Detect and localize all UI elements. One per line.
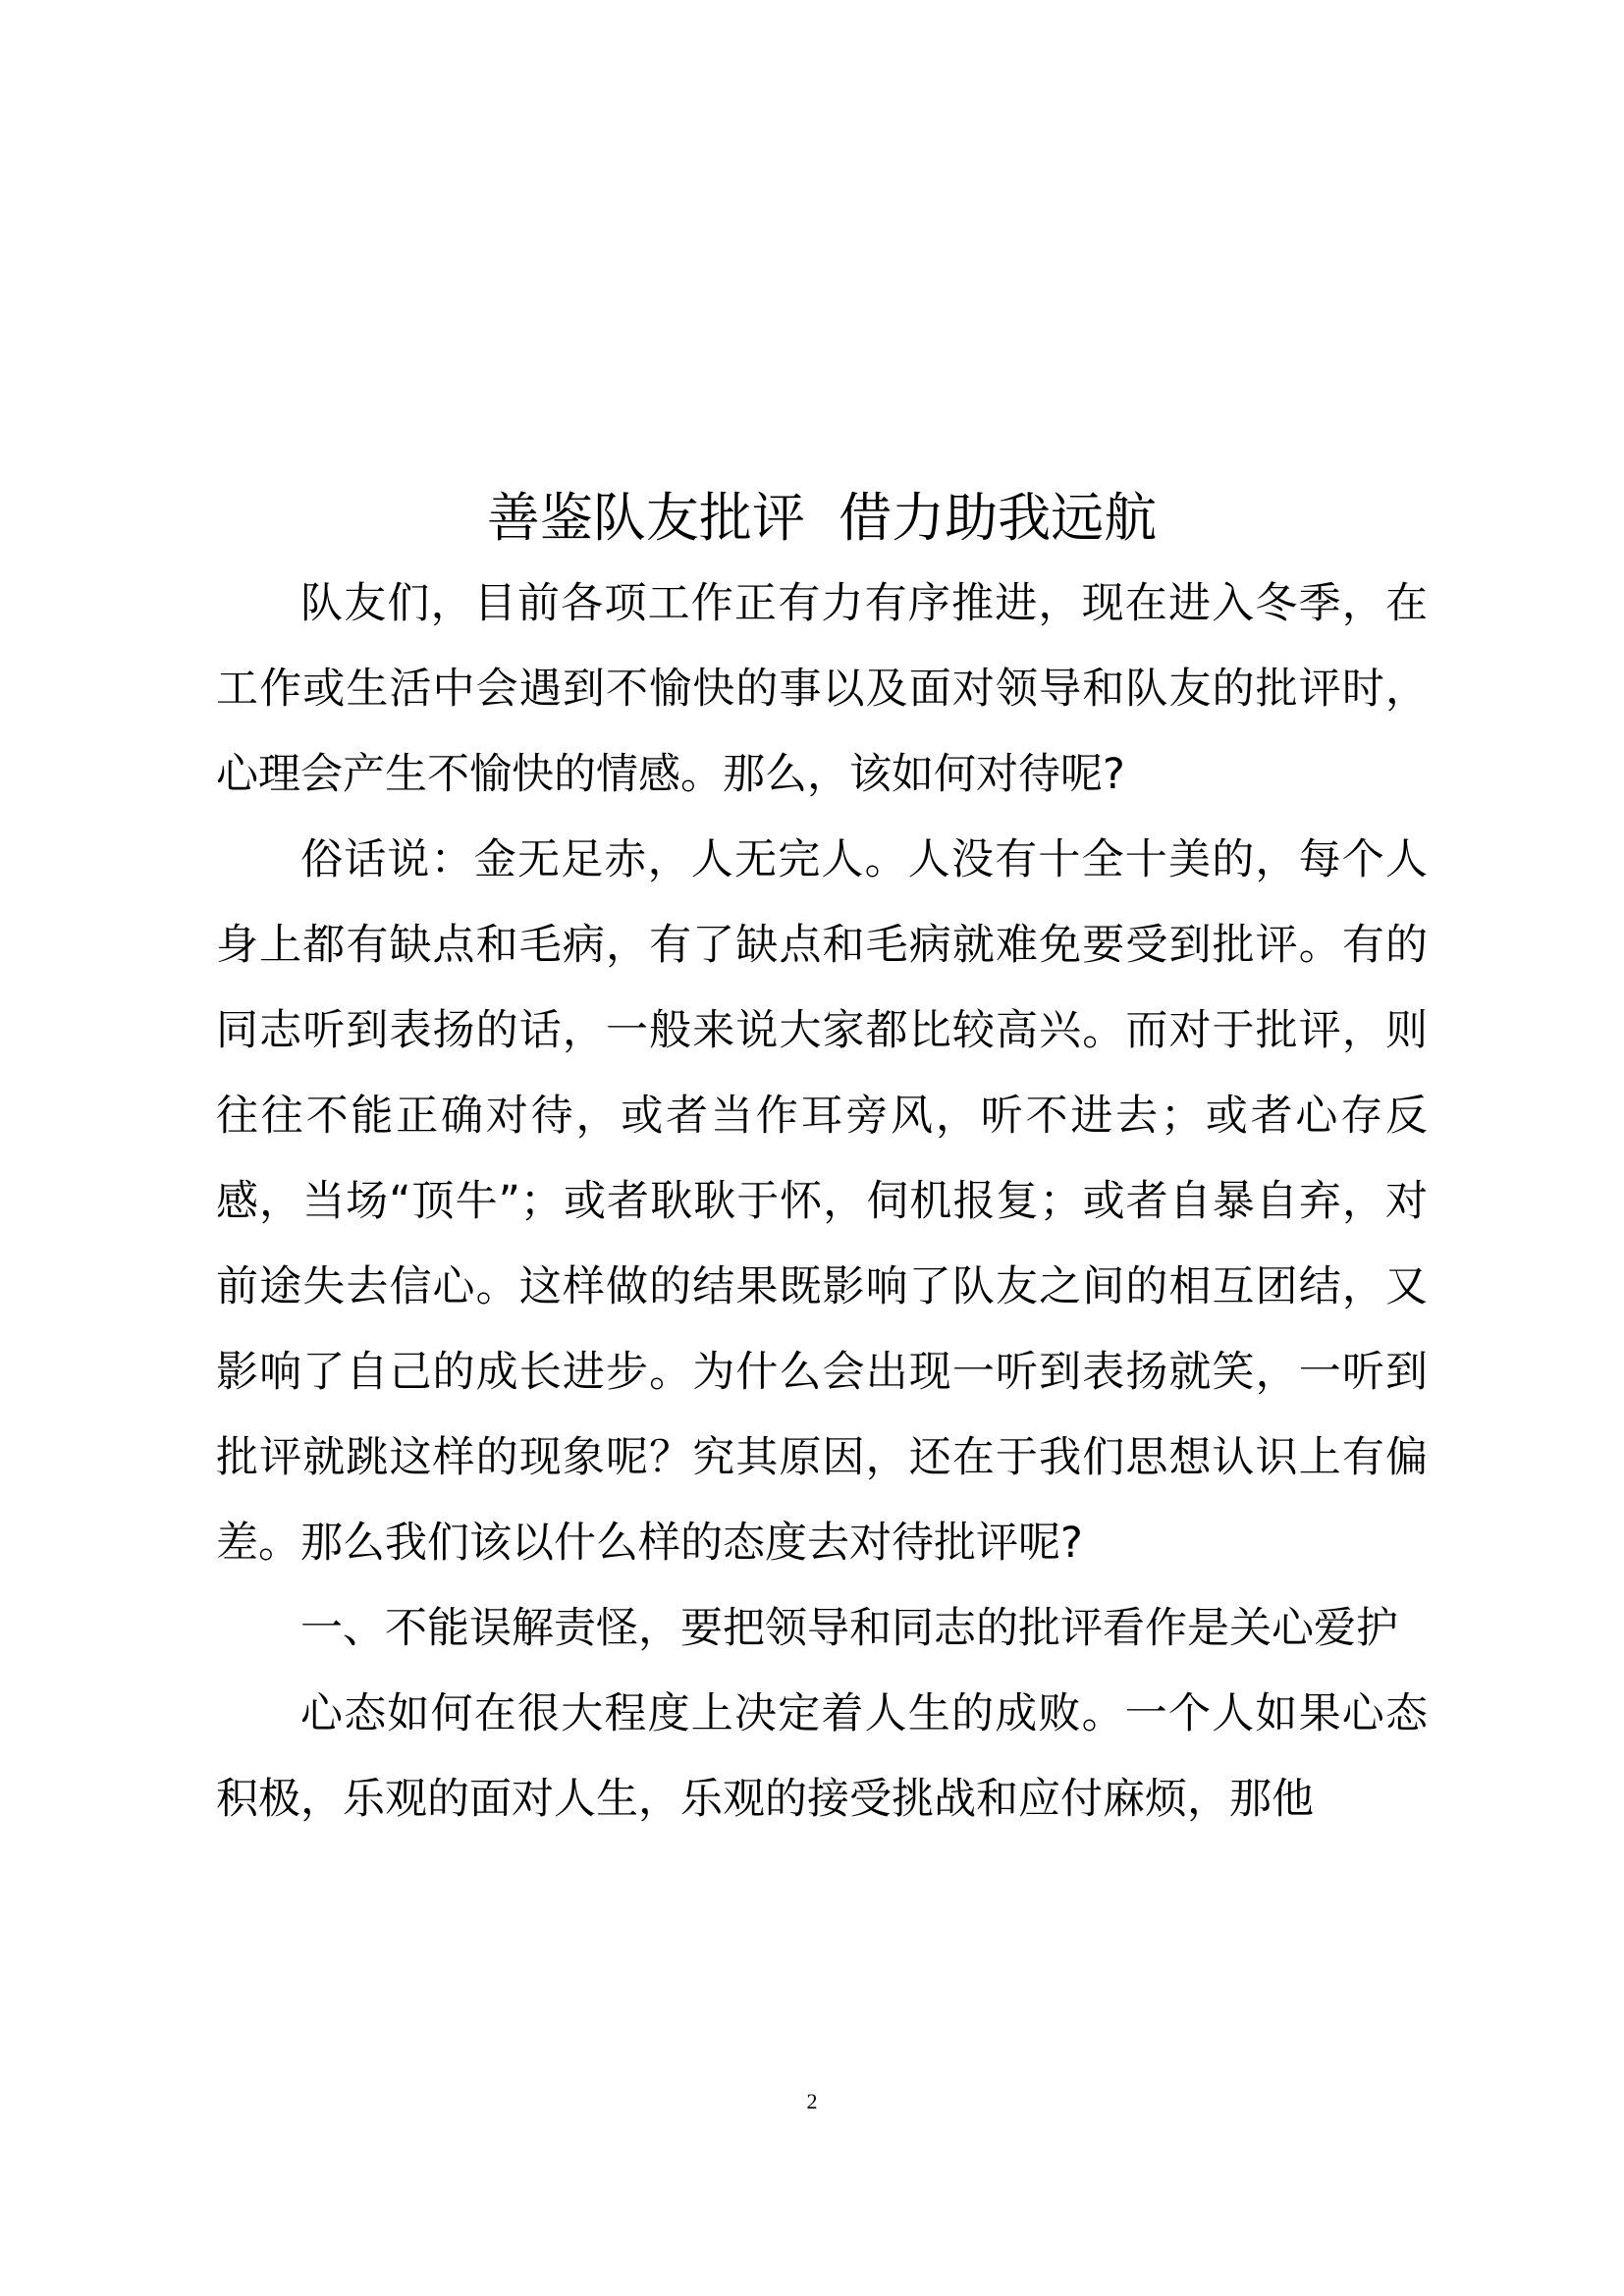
section-heading-one: 一、不能误解责怪，要把领导和同志的批评看作是关心爱护 — [300, 1604, 1398, 1653]
document-title: 善鉴队友批评 借力助我远航 — [486, 487, 1158, 549]
paragraph-saying: 俗话说：金无足赤，人无完人。人没有十全十美的，每个人身上都有缺点和毛病，有了缺点和毛病就难免要受到批评。有的同志听到表扬的话，一般来说大家都比较高兴。而对于批评，则往往不能正确对待，或者当作耳旁风，听不进去；或者心存反感，当场“顶牛”；或者耿耿于怀，伺机报复；或者自暴自弃，对前途失去信心。这样做的结果既影响了队友之间的相互团结，又影响了自己的成长进步。为什么会出现一听到表扬就笑，一听到批评就跳这样的现象呢？究其原因，还在于我们思想认识上有偏差。那么我们该以什么样的态度去对待批评呢? — [216, 835, 1428, 1568]
paragraph-mindset: 心态如何在很大程度上决定着人生的成败。一个人如果心态积极，乐观的面对人生，乐观的接受挑战和应付麻烦，那他 — [216, 1689, 1428, 1824]
paragraph-intro: 队友们，目前各项工作正有力有序推进，现在进入冬季，在工作或生活中会遇到不愉快的事以及面对领导和队友的批评时，心理会产生不愉快的情感。那么，该如何对待呢? — [216, 579, 1428, 799]
page-number: 2 — [806, 2089, 818, 2113]
document-body — [216, 561, 1428, 1842]
